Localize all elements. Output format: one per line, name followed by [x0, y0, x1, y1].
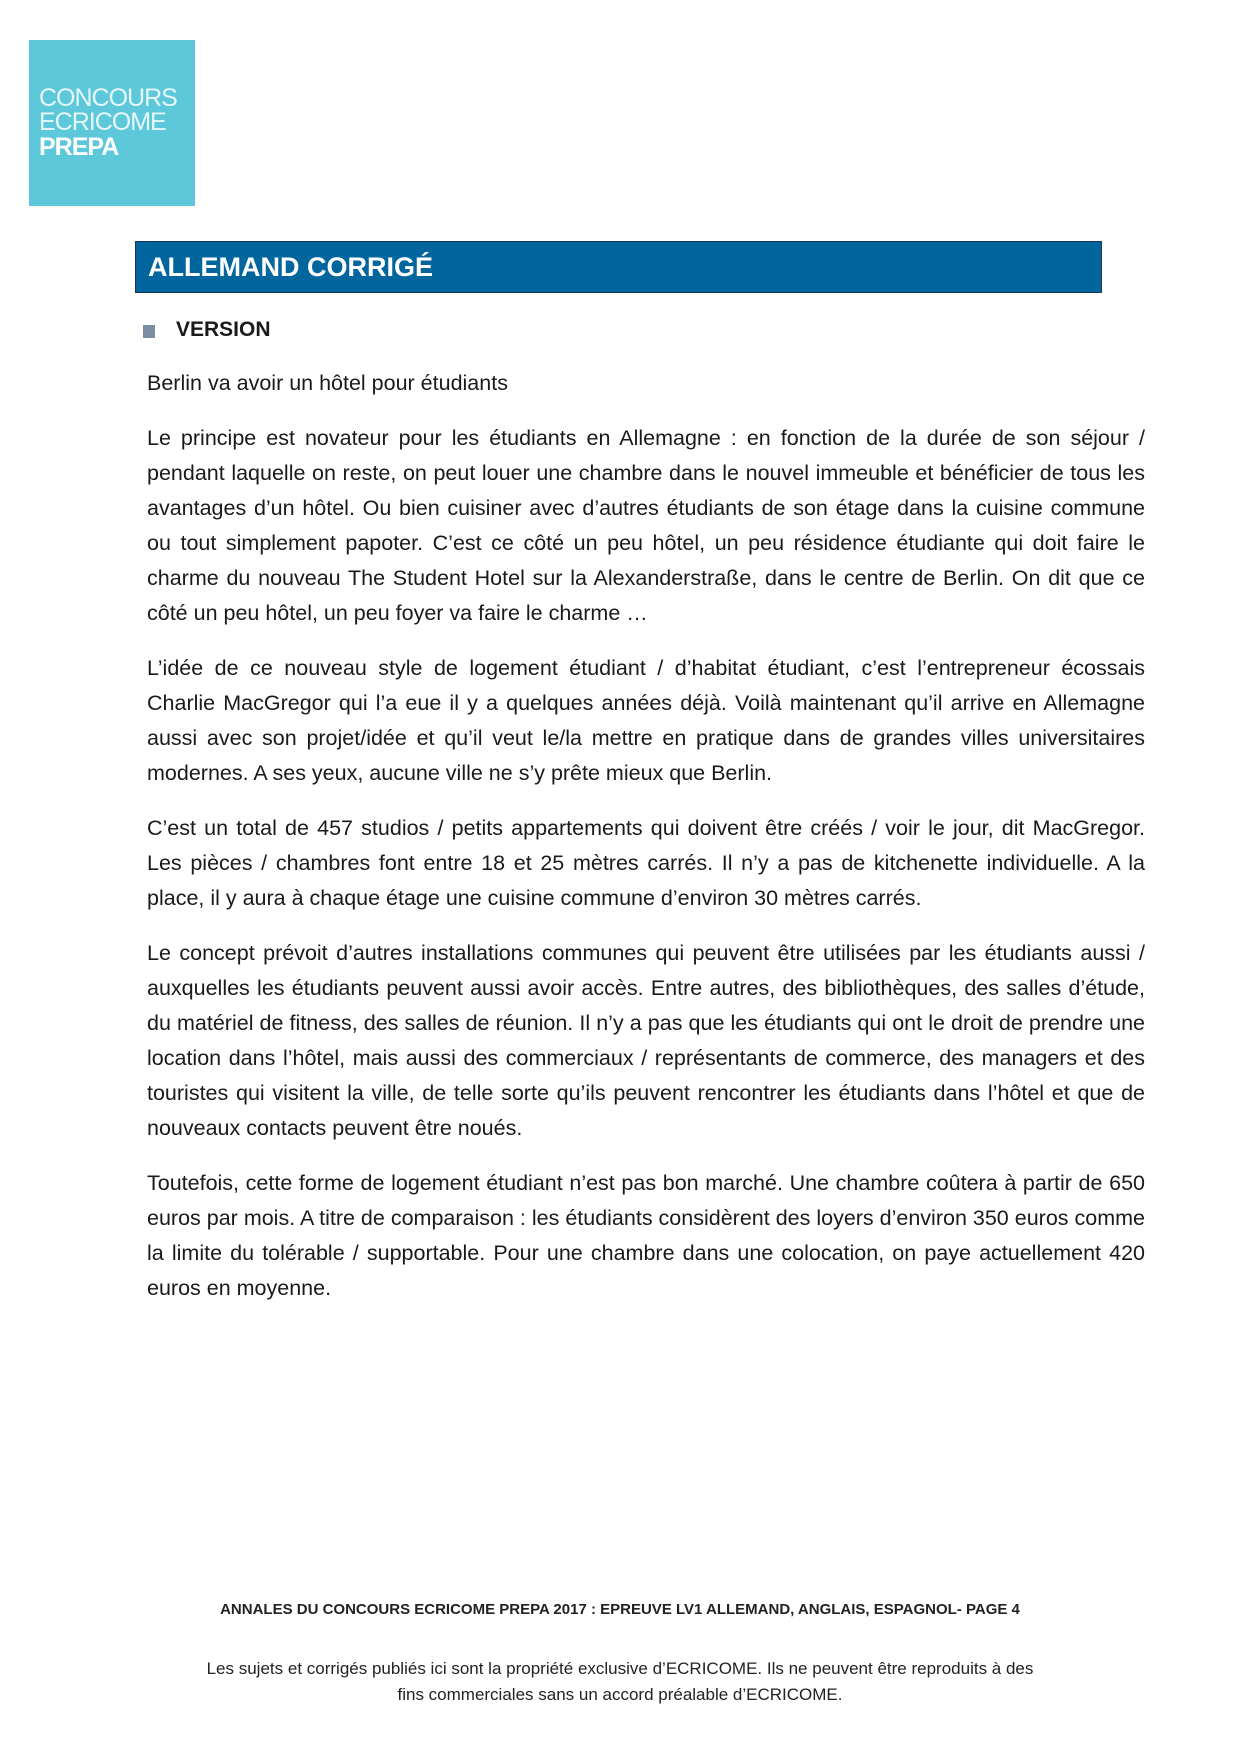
footer-reference: ANNALES DU CONCOURS ECRICOME PREPA 2017 : EPREUVE LV1 ALLEMAND, ANGLAIS, ESPAGNOL- PAGE 4 [220, 1601, 1020, 1618]
logo-line-concours: CONCOURS [39, 84, 177, 112]
paragraph-1: Le principe est novateur pour les étudiants en Allemagne : en fonction de la durée de son séjour / pendant laquelle on reste, on peut louer une chambre dans le nouvel immeuble et bénéficier de tous les avantages d’un hôtel. Ou bien cuisiner avec d’autres étudiants de son étage dans la cuisine commune ou tout simplement papoter. C’est ce côté un peu hôtel, un peu résidence étudiante qui doit faire le charme du nouveau The Student Hotel sur la Alexanderstraße, dans le centre de Berlin. On dit que ce côté un peu hôtel, un peu foyer va faire le charme … [147, 426, 1145, 625]
paragraph-3: C’est un total de 457 studios / petits appartements qui doivent être créés / voir le jour, dit MacGregor. Les pièces / chambres font entre 18 et 25 mètres carrés. Il n’y a pas de kitchenette individuelle. A la place, il y aura à chaque étage une cuisine commune d’environ 30 mètres carrés. [147, 816, 1145, 910]
square-bullet-icon [143, 325, 155, 338]
section-header-bar [135, 241, 1102, 293]
footer-note-line-2: fins commerciales sans un accord préalable d’ECRICOME. [397, 1685, 843, 1704]
paragraph-4: Le concept prévoit d’autres installations communes qui peuvent être utilisées par les étudiants aussi / auxquelles les étudiants peuvent aussi avoir accès. Entre autres, des bibliothèques, des salles d’étude, du matériel de fitness, des salles de réunion. Il n’y a pas que les étudiants qui ont le droit de prendre une location dans l’hôtel, mais aussi des commerciaux / représentants de commerce, des managers et des touristes qui visitent la ville, de telle sorte qu’ils peuvent rencontrer les étudiants dans l’hôtel et que de nouveaux contacts peuvent être noués. [147, 941, 1145, 1140]
paragraph-5: Toutefois, cette forme de logement étudiant n’est pas bon marché. Une chambre coûtera à partir de 650 euros par mois. A titre de comparaison : les étudiants considèrent des loyers d’environ 350 euros comme la limite du tolérable / supportable. Pour une chambre dans une colocation, on paye actuellement 420 euros en moyenne. [147, 1171, 1145, 1300]
ecricome-logo [29, 40, 195, 206]
translation-text [147, 366, 1145, 1326]
footer-note-line-1: Les sujets et corrigés publiés ici sont la propriété exclusive d’ECRICOME. Ils ne peuvent être reproduits à des [206, 1659, 1034, 1678]
paragraph-2: L’idée de ce nouveau style de logement étudiant / d’habitat étudiant, c’est l’entrepreneur écossais Charlie MacGregor qui l’a eue il y a quelques années déjà. Voilà maintenant qu’il arrive en Allemagne aussi avec son projet/idée et qu’il veut le/la mettre en pratique dans de grandes villes universitaires modernes. A ses yeux, aucune ville ne s’y prête mieux que Berlin. [147, 656, 1145, 785]
subsection-label: VERSION [176, 318, 271, 341]
footer-copyright-note [0, 1656, 1240, 1708]
text-title: Berlin va avoir un hôtel pour étudiants [147, 371, 508, 395]
logo-line-prepa: PREPA [39, 133, 119, 161]
section-title: ALLEMAND CORRIGÉ [148, 252, 433, 282]
logo-line-ecricome: ECRICOME [39, 108, 166, 136]
